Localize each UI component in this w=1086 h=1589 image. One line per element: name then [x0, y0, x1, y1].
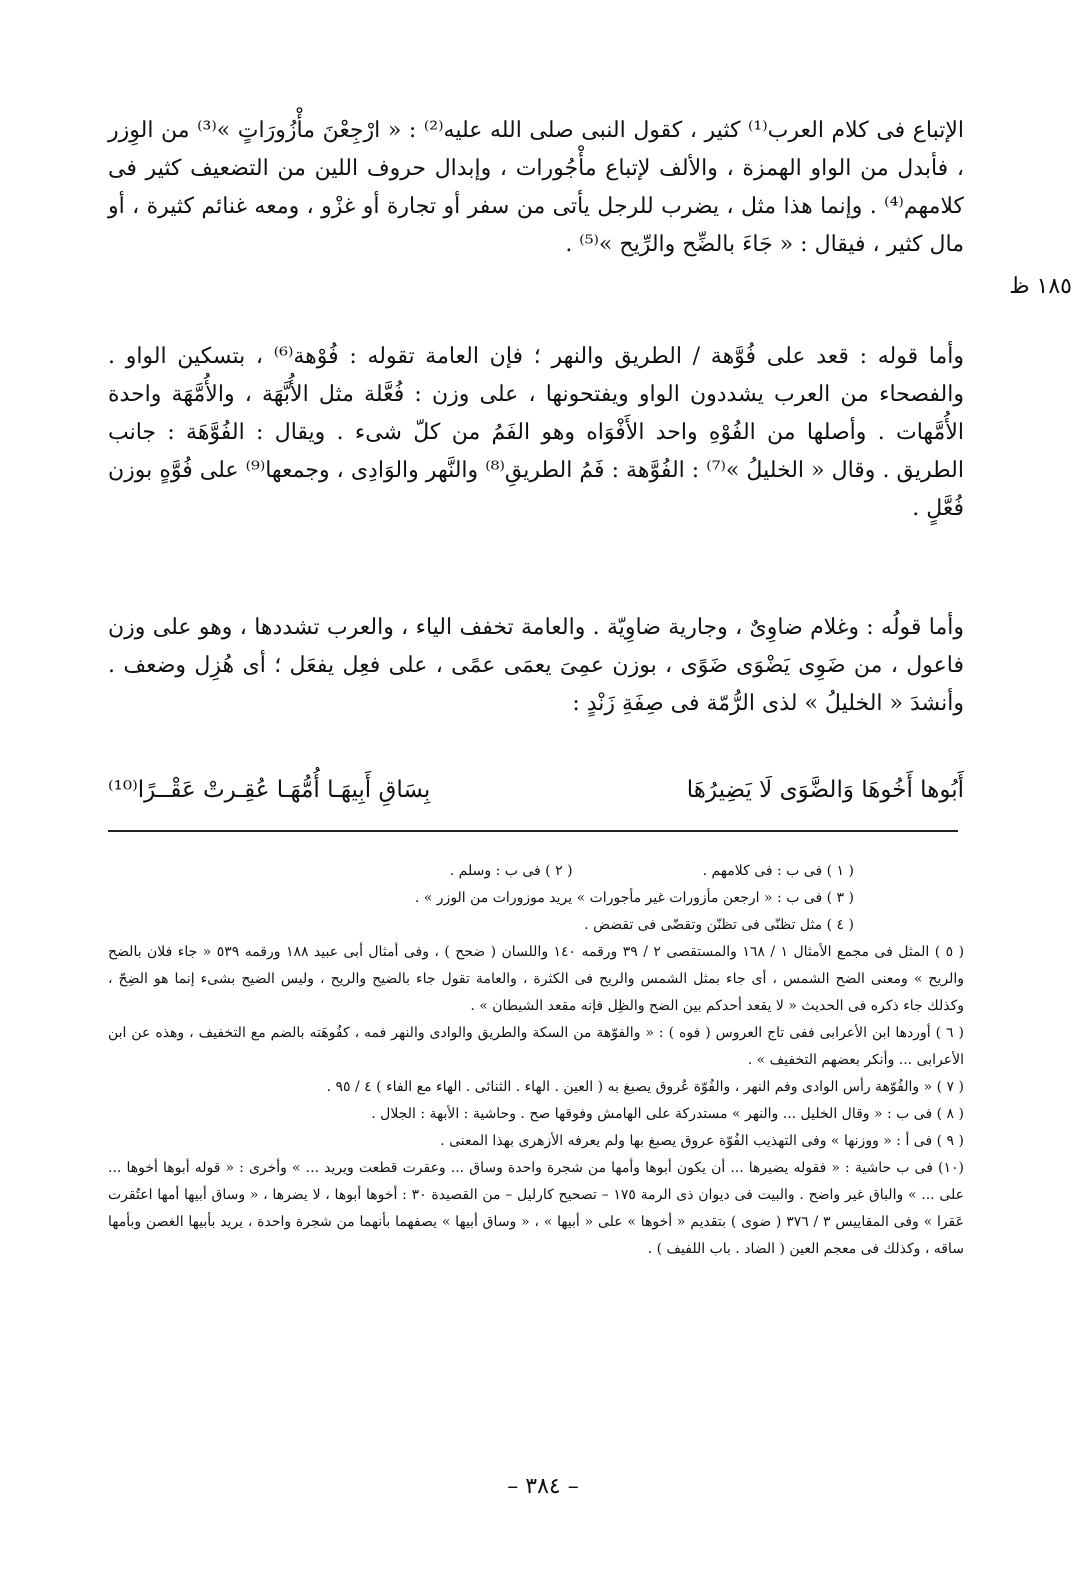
footnote-separator-rule — [108, 830, 958, 832]
footnote-7: ( ٧ ) « والفُوّهة رأس الوادى وفم النهر ، والفُوّة عُروق يصبغ به ( العين . الهاء . الثنائى . الهاء مع الفاء ) ٤ / ٩٥ . — [326, 1079, 964, 1095]
footnote-5: ( ٥ ) المثل فى مجمع الأمثال ١ / ١٦٨ والمستقصى ٢ / ٣٩ ورقمه ١٤٠ واللسان ( ضحح ) ، وفى أمثال أبى عبيد ١٨٨ ورقمه ٥٣٩ « جاء فلان بالضح والريح » ومعنى الضح الشمس ، أى جاء بمثل الشمس والريح فى الكثرة ، والعامة تقول جاء بالضيح والريح ، وليس الضيح بشىء إنما هو الضِحّ ، وكذلك جاء ذكره فى الحديث « لا يقعد أحدكم بين الضح والظِل فإنه مقعد الشيطان » . — [108, 944, 965, 1014]
footnote-1: ( ١ ) فى ب : فى كلامهم . — [702, 863, 854, 879]
paragraph-dawi: وأما قولُه : وغلام ضاوِىٌ ، وجارية ضاوِيّة . والعامة تخفف الياء ، والعرب تشددها ، وهو على وزن فاعول ، من ضَوِى يَضْوَى ضَوًى ، بوزن عمِىَ يعمَى عمًى ، على فعِل يفعَل ؛ أى هُزِل وضعف . وأنشدَ « الخليلُ » لذى الرُّمّة فى صِفَةِ زَنْدٍ : — [108, 615, 964, 716]
footnote-6: ( ٦ ) أوردها ابن الأعرابى ففى تاج العروس ( فوه ) : « والفوّهة من السكة والطريق والوادى والنهر فمه ، كفُوهَته بالضم مع التخفيف ، وهذه عن ابن الأعرابى ... وأنكر بعضهم التخفيف » . — [108, 1025, 964, 1068]
main-text-paragraph-1 — [108, 112, 964, 264]
footnote-row-1-2 — [108, 858, 964, 885]
footnote-4: ( ٤ ) مثل تظنّى فى تظنّن وتقضّى فى تقضض . — [584, 917, 854, 933]
footnote-8: ( ٨ ) فى ب : « وقال الخليل ... والنهر » مستدركة على الهامش وفوقها صح . وحاشية : الأبهة : الجلال . — [371, 1106, 964, 1122]
main-text-paragraph-3 — [108, 609, 964, 723]
verse-second-hemistich: بِسَاقِ أَبِيهَـا أُمُّهَـا عُقِـرتْ عَقْــرًا⁽¹⁰⁾ — [108, 777, 431, 803]
footnote-10: (١٠) فى ب حاشية : « فقوله يضيرها ... أن يكون أبوها وأمها من شجرة واحدة وساق ... وعقرت قطعت ويريد ... » وأخرى : « قوله أبوها أخوها ... على ... » والباق غير واضح . والبيت فى ديوان ذى الرمة ١٧٥ – تصحيح كارليل – من القصيدة ٣٠ : أخوها أبوها ، لا يضرها ، « وساق أبيها أمها اعتُقرت عَقرا » وفى المقاييس ٣ / ٣٧٦ ( ضوى ) بتقديم « أخوها » على « أبيها » ، « وساق أبيها » يصفهما بأنهما من شجرة واحدة ، يريد بأبيها الغصن وبأمها ساقه ، وكذلك فى معجم العين ( الضاد . باب اللفيف ) . — [108, 1160, 965, 1257]
poetry-verse — [108, 770, 964, 810]
paragraph-fuwwaha: وأما قوله : قعد على فُوَّهة / الطريق والنهر ؛ فإن العامة تقوله : فُوْهة⁽⁶⁾ ، بتسكين الواو . والفصحاء من العرب يشددون الواو ويفتحونها ، على وزن : فُعَّلة مثل الأُبَّهَة ، والأُمَّهَة واحدة الأُمَّهات . وأصلها من الفُوْهِ واحد الأَفْوَاه وهو الفَمُ من كلّ شىء . ويقال : الفُوَّهَة : جانب الطريق . وقال « الخليلُ »⁽⁷⁾ : الفُوَّهة : فَمُ الطريقِ⁽⁸⁾ والنَّهر والوَادِى ، وجمعها⁽⁹⁾ على فُوَّهٍ بوزن فُعَّلٍ . — [108, 344, 965, 521]
footnote-2: ( ٢ ) فى ب : وسلم . — [449, 863, 573, 879]
paragraph-itbaa: الإتباع فى كلام العرب⁽¹⁾ كثير ، كقول النبى صلى الله عليه⁽²⁾ : « ارْجِعْنَ مأْزُورَاتٍ »⁽³⁾ من الوِزر ، فأبدل من الواو الهمزة ، والألف لإتباع مأْجُورات ، وإبدال حروف اللين من التضعيف كثير فى كلامهم⁽⁴⁾ . وإنما هذا مثل ، يضرب للرجل يأتى من سفر أو تجارة أو غزْو ، ومعه غنائم كثيرة ، أو مال كثير ، فيقال : « جَاءَ بالضِّح والرِّيح »⁽⁵⁾ . — [108, 118, 965, 257]
main-text-paragraph-2 — [108, 338, 964, 528]
manuscript-folio-marker: ١٨٥ ظ — [1009, 274, 1072, 299]
page-number: – ٣٨٤ – — [507, 1474, 579, 1499]
footnote-3: ( ٣ ) فى ب : « ارجعن مأزورات غير مأجورات » يريد موزورات من الوزر » . — [414, 890, 854, 906]
footnote-9: ( ٩ ) فى أ : « ووزنها » وفى التهذيب الفُوّة عروق يصبغ بها ولم يعرفه الأزهرى بهذا المعنى . — [440, 1133, 964, 1149]
footnotes-section — [108, 858, 964, 1263]
verse-first-hemistich: أَبُوها أَخُوهَا وَالضَّوَى لَا يَضِيرُهَا — [686, 777, 964, 803]
